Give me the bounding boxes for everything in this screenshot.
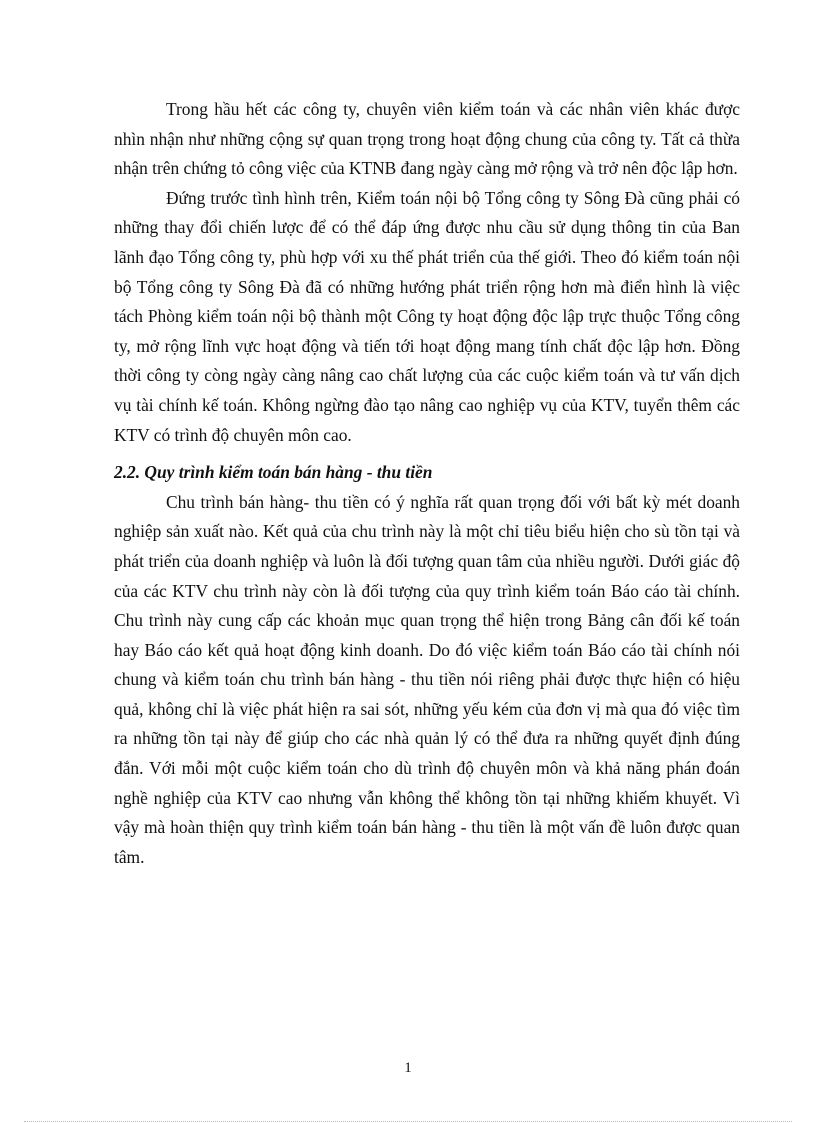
document-body bbox=[114, 95, 740, 872]
paragraph-intro-2: Đứng trước tình hình trên, Kiểm toán nội bộ Tổng công ty Sông Đà cũng phải có những thay đổi chiến lược để có thể đáp ứng được nhu cầu sử dụng thông tin của Ban lãnh đạo Tổng công ty, phù hợp với xu thế phát triển của thế giới. Theo đó kiểm toán nội bộ Tổng công ty Sông Đà đã có những hướng phát triển rộng hơn mà điển hình là việc tách Phòng kiểm toán nội bộ thành một Công ty hoạt động độc lập trực thuộc Tổng công ty, mở rộng lĩnh vực hoạt động và tiến tới hoạt động mang tính chất độc lập hơn. Đồng thời công ty còng ngày càng nâng cao chất lượng của các cuộc kiểm toán và tư vấn dịch vụ tài chính kế toán. Không ngừng đào tạo nâng cao nghiệp vụ của KTV, tuyển thêm các KTV có trình độ chuyên môn cao. bbox=[114, 187, 740, 445]
section-heading: 2.2. Quy trình kiểm toán bán hàng - thu tiền bbox=[114, 462, 433, 483]
page-bottom-divider bbox=[24, 1121, 792, 1122]
paragraph-section-body: Chu trình bán hàng- thu tiền có ý nghĩa rất quan trọng đối với bất kỳ mét doanh nghiệp sản xuất nào. Kết quả của chu trình này là một chỉ tiêu biểu hiện cho sù tồn tại và phát triển của doanh nghiệp và luôn là đối tượng quan tâm của nhiều người. Dưới giác độ của các KTV chu trình này còn là đối tượng của quy trình kiểm toán Báo cáo tài chính. Chu trình này cung cấp các khoản mục quan trọng thể hiện trong Bảng cân đối kế toán hay Báo cáo kết quả hoạt động kinh doanh. Do đó việc kiểm toán Báo cáo tài chính nói chung và kiểm toán chu trình bán hàng - thu tiền nói riêng phải được thực hiện có hiệu quả, không chỉ là việc phát hiện ra sai sót, những yếu kém của đơn vị mà qua đó việc tìm ra những tồn tại này để giúp cho các nhà quản lý có thể đưa ra những quyết định đúng đắn. Với mỗi một cuộc kiểm toán cho dù trình độ chuyên môn và khả năng phán đoán nghề nghiệp của KTV cao nhưng vẫn không thể không tồn tại những khiếm khuyết. Vì vậy mà hoàn thiện quy trình kiểm toán bán hàng - thu tiền là một vấn đề luôn được quan tâm. bbox=[114, 491, 740, 867]
page-number: 1 bbox=[404, 1060, 412, 1076]
paragraph-intro-1: Trong hầu hết các công ty, chuyên viên kiểm toán và các nhân viên khác được nhìn nhận như những cộng sự quan trọng trong hoạt động chung của công ty. Tất cả thừa nhận trên chứng tỏ công việc của KTNB đang ngày càng mở rộng và trở nên độc lập hơn. bbox=[114, 99, 740, 179]
